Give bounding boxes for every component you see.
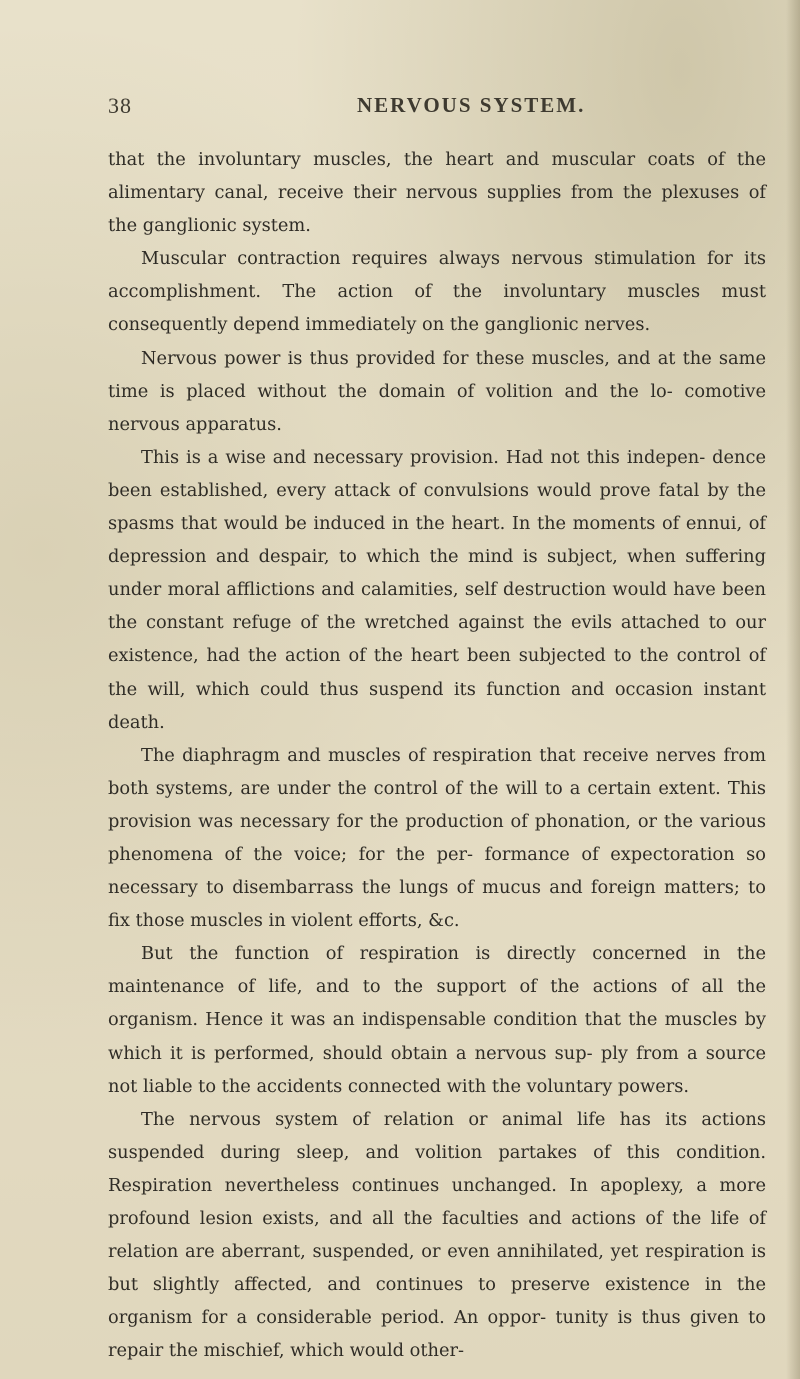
paragraph-7: The nervous system of relation or animal life has its actions suspended during sleep, and volition partakes of this condition. Respiration nevertheless continues unchanged. In apoplexy, a more profound lesion exists, and all the faculties and actions of the life of relation are aberrant, suspended, or even annihilated, yet respiration is but slightly affected, and continues to preserve existence in the organism for a considerable period. An oppor- tunity is thus given to repair the mischief, which would other- [108,1108,766,1362]
body-text [108,143,766,1367]
paragraph-1: that the involuntary muscles, the heart and muscular coats of the alimentary canal, receive their nervous supplies from the plexuses of the ganglionic system. [108,149,766,237]
page-header [108,93,748,133]
paragraph-2: Muscular contraction requires always nervous stimulation for its accomplishment. The action of the involuntary muscles must consequently depend immediately on the ganglionic nerves. [108,248,766,336]
running-head: NERVOUS SYSTEM. [357,93,586,117]
page-edge-shadow [786,0,800,1379]
paragraph-5: The diaphragm and muscles of respiration that receive nerves from both systems, are under the control of the will to a certain extent. This provision was necessary for the production of phonation, or the various phenomena of the voice; for the per- formance of expectoration so necessary to disembarrass the lungs of mucus and foreign matters; to fix those muscles in violent efforts, &c. [108,744,766,932]
paragraph-6: But the function of respiration is directly concerned in the maintenance of life, and to the support of the actions of all the organism. Hence it was an indispensable condition that the muscles by which it is performed, should obtain a nervous sup- ply from a source not liable to the accidents connected with the voluntary powers. [108,943,766,1097]
paragraph-4: This is a wise and necessary provision. Had not this indepen- dence been established, every attack of convulsions would prove fatal by the spasms that would be induced in the heart. In the moments of ennui, of depression and despair, to which the mind is subject, when suffering under moral afflictions and calamities, self destruction would have been the constant refuge of the wretched against the evils attached to our existence, had the action of the heart been subjected to the control of the will, which could thus suspend its function and occasion instant death. [108,446,766,733]
paragraph-3: Nervous power is thus provided for these muscles, and at the same time is placed without the domain of volition and the lo- comotive nervous apparatus. [108,347,766,435]
page-number: 38 [108,93,132,118]
